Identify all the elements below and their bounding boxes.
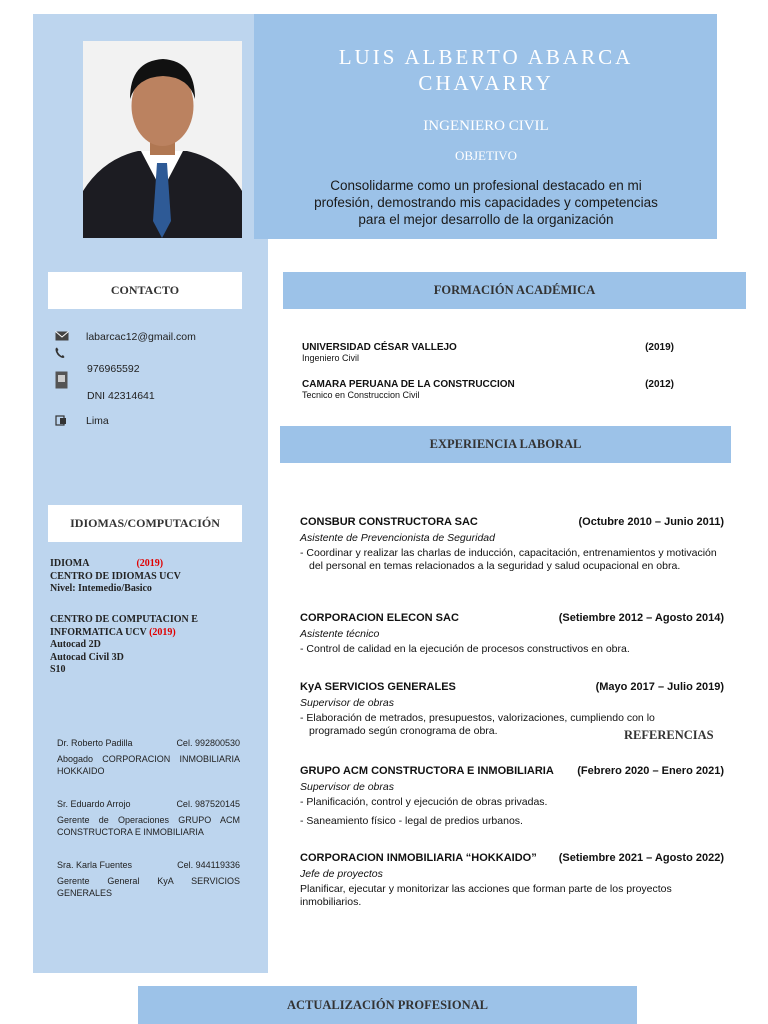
contact-phone: 976965592	[87, 363, 140, 375]
experience-company: CORPORACION INMOBILIARIA “HOKKAIDO”	[300, 852, 537, 864]
job-title: INGENIERO CIVIL	[423, 118, 549, 134]
person-portrait-icon	[83, 41, 242, 238]
email-text[interactable]: labarcac12@gmail.com	[86, 331, 196, 343]
experience-item	[300, 852, 724, 909]
language-label: IDIOMA	[50, 558, 90, 569]
experience-company: GRUPO ACM CONSTRUCTORA E INMOBILIARIA	[300, 765, 554, 777]
full-name	[300, 44, 672, 96]
experience-item	[300, 765, 724, 828]
language-center: CENTRO DE IDIOMAS UCV	[50, 570, 181, 582]
phone-icon	[55, 347, 69, 359]
references-heading: REFERENCIAS	[624, 728, 714, 742]
experience-item	[300, 516, 724, 573]
experience-item	[300, 612, 724, 656]
experience-period: (Setiembre 2012 – Agosto 2014)	[558, 612, 724, 624]
reference-phone: Cel. 992800530	[176, 738, 240, 748]
reference-description: Gerente General KyA SERVICIOS GENERALES	[57, 876, 240, 898]
education-degree: Ingeniero Civil	[302, 353, 360, 363]
contact-dni: DNI 42314641	[87, 390, 155, 402]
experience-bullet: - Saneamiento físico - legal de predios urbanos.	[300, 815, 523, 827]
envelope-icon	[55, 331, 69, 343]
name-line-2: CHAVARRY	[418, 71, 554, 95]
computing-item: S10	[50, 664, 66, 675]
reference-item	[57, 798, 240, 838]
computing-center-line-2: INFORMATICA UCV	[50, 626, 147, 638]
languages-heading: IDIOMAS/COMPUTACIÓN	[48, 505, 242, 542]
experience-period: (Febrero 2020 – Enero 2021)	[577, 765, 724, 777]
education-year: (2012)	[645, 379, 674, 390]
objective-text: Consolidarme como un profesional destacado en mi profesión, demostrando mis capacidades y competencias para el mejor desarrollo de la organización	[314, 178, 658, 227]
experience-company: KyA SERVICIOS GENERALES	[300, 681, 456, 693]
reference-name: Sra. Karla Fuentes	[57, 860, 133, 870]
reference-phone: Cel. 987520145	[176, 799, 240, 809]
contact-heading: CONTACTO	[48, 272, 242, 309]
experience-position: Supervisor de obras	[300, 781, 394, 793]
contact-city	[55, 415, 109, 427]
profile-photo	[83, 41, 242, 238]
education-school: CAMARA PERUANA DE LA CONSTRUCCION	[302, 379, 515, 390]
computing-block	[50, 614, 250, 677]
experience-bullet: - Coordinar y realizar las charlas de inducción, capacitación, entrenamientos y motivación del personal en temas relacionados a la seguridad y salud ocupacional en obra.	[300, 547, 717, 572]
reference-description: Gerente de Operaciones GRUPO ACM CONSTRUCTORA E INMOBILIARIA	[57, 815, 240, 837]
reference-item	[57, 737, 240, 777]
education-item	[302, 379, 674, 400]
phone-icon-row	[55, 347, 86, 359]
experience-period: (Mayo 2017 – Julio 2019)	[595, 681, 724, 693]
experience-company: CORPORACION ELECON SAC	[300, 612, 459, 624]
experience-company: CONSBUR CONSTRUCTORA SAC	[300, 516, 478, 528]
computing-item: Autocad 2D	[50, 639, 101, 650]
contact-email	[55, 331, 196, 343]
computing-year: (2019)	[149, 626, 176, 638]
objective-heading: OBJETIVO	[454, 148, 518, 163]
experience-heading: EXPERIENCIA LABORAL	[280, 426, 731, 463]
id-card-icon	[55, 371, 69, 389]
id-card-icon-row	[55, 371, 86, 389]
location-icon	[55, 415, 69, 427]
computing-item: Autocad Civil 3D	[50, 651, 124, 663]
city-text: Lima	[86, 415, 109, 427]
reference-phone: Cel. 944119336	[177, 860, 240, 870]
experience-position: Asistente de Prevencionista de Seguridad	[300, 532, 495, 544]
experience-bullet: - Control de calidad en la ejecución de procesos constructivos en obra.	[300, 643, 630, 655]
education-year: (2019)	[645, 342, 674, 353]
language-year: (2019)	[136, 558, 164, 569]
reference-name: Dr. Roberto Padilla	[57, 738, 133, 748]
education-heading: FORMACIÓN ACADÉMICA	[283, 272, 746, 309]
experience-bullet: - Elaboración de metrados, presupuestos, valorizaciones, cumpliendo con lo programado según cronograma de obra.	[300, 712, 655, 737]
reference-item	[57, 859, 240, 899]
experience-position: Supervisor de obras	[300, 697, 394, 709]
language-block	[50, 558, 250, 596]
computing-center-line-1: CENTRO DE COMPUTACION E	[50, 614, 198, 625]
experience-position: Asistente técnico	[300, 628, 380, 640]
experience-bullet: - Planificación, control y ejecución de obras privadas.	[300, 796, 548, 808]
experience-bullet: Planificar, ejecutar y monitorizar las acciones que forman parte de los proyectos inmobiliarios.	[300, 883, 672, 908]
language-level: Nivel: Intemedio/Basico	[50, 583, 152, 594]
experience-period: (Setiembre 2021 – Agosto 2022)	[558, 852, 724, 864]
education-school: UNIVERSIDAD CÉSAR VALLEJO	[302, 342, 457, 353]
reference-description: Abogado CORPORACION INMOBILIARIA HOKKAIDO	[57, 754, 240, 776]
experience-period: (Octubre 2010 – Junio 2011)	[578, 516, 724, 528]
professional-update-heading: ACTUALIZACIÓN PROFESIONAL	[138, 986, 637, 1024]
education-item	[302, 342, 674, 363]
education-degree: Tecnico en Construccion Civil	[302, 390, 420, 400]
name-line-1: LUIS ALBERTO ABARCA	[338, 45, 634, 69]
reference-name: Sr. Eduardo Arrojo	[57, 799, 131, 809]
experience-position: Jefe de proyectos	[300, 868, 383, 880]
